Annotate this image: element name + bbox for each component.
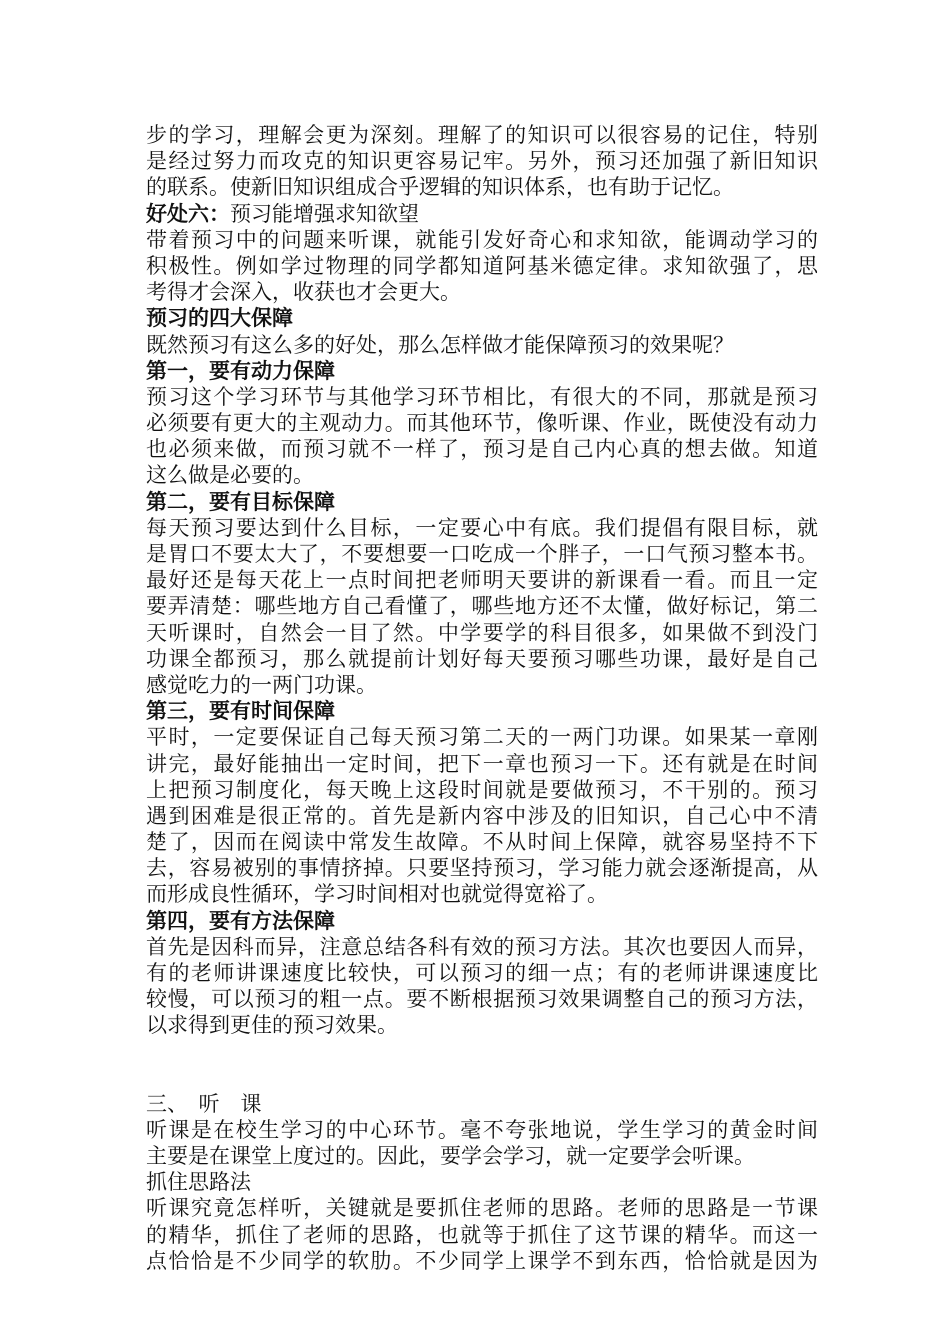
paragraph-third	[146, 724, 818, 907]
paragraph-thinking-method	[146, 1195, 818, 1274]
section-heading-guarantees: 预习的四大保障	[146, 305, 293, 331]
spacer	[146, 1039, 818, 1091]
benefit6-title: 预习能增强求知欲望	[230, 201, 419, 226]
text-line: 积极性。例如学过物理的同学都知道阿基米德定律。求知欲强了，思	[146, 253, 818, 278]
text-line: 这么做是必要的。	[146, 463, 314, 488]
paragraph-benefit6	[146, 227, 818, 306]
text-line: 感觉吃力的一两门功课。	[146, 672, 377, 697]
benefit6-label: 好处六：	[146, 200, 230, 226]
text-line: 必须要有更大的主观动力。而其他环节，像听课、作业，既使没有动力	[146, 411, 818, 436]
text-line: 而形成良性循环，学习时间相对也就觉得宽裕了。	[146, 882, 608, 907]
paragraph-first	[146, 384, 818, 489]
text-line: 主要是在课堂上度过的。因此，要学会学习，就一定要学会听课。	[146, 1143, 755, 1168]
heading-second: 第二，要有目标保障	[146, 488, 335, 514]
paragraph-memory	[146, 122, 818, 201]
text-line: 的联系。使新旧知识组成合乎逻辑的知识体系，也有助于记忆。	[146, 175, 734, 200]
text-line: 有的老师讲课速度比较快，可以预习的细一点；有的老师讲课速度比	[146, 961, 818, 985]
section-heading-listening: 三、 听 课	[146, 1091, 262, 1116]
text-line: 要弄清楚：哪些地方自己看懂了，哪些地方还不太懂，做好标记，第二	[146, 594, 818, 619]
text-line: 的精华，抓住了老师的思路，也就等于抓住了这节课的精华。而这一	[146, 1222, 818, 1247]
text-line: 是经过努力而攻克的知识更容易记牢。另外，预习还加强了新旧知识	[146, 149, 818, 174]
text-line: 遇到困难是很正常的。首先是新内容中涉及的旧知识，自己心中不清	[146, 803, 818, 828]
paragraph-second	[146, 515, 818, 698]
text-line: 听课究竟怎样听，关键就是要抓住老师的思路。老师的思路是一节课	[146, 1196, 818, 1221]
text-line: 讲完，最好能抽出一定时间，把下一章也预习一下。还有就是在时间	[146, 751, 818, 776]
text-line: 首先是因科而异，注意总结各科有效的预习方法。其次也要因人而异，	[146, 934, 818, 959]
text-line: 带着预习中的问题来听课，就能引发好奇心和求知欲，能调动学习的	[146, 227, 818, 252]
text-line: 去，容易被别的事情挤掉。只要坚持预习，学习能力就会逐渐提高，从	[146, 856, 818, 881]
text-line: 每天预习要达到什么目标，一定要心中有底。我们提倡有限目标，就	[146, 515, 818, 540]
text-line: 较慢，可以预习的粗一点。要不断根据预习效果调整自己的预习方法，	[146, 987, 818, 1012]
text-line: 步的学习，理解会更为深刻。理解了的知识可以很容易的记住，特别	[146, 123, 818, 147]
text-line: 平时，一定要保证自己每天预习第二天的一两门功课。如果某一章刚	[146, 725, 818, 750]
paragraph-fourth	[146, 934, 818, 1039]
heading-fourth: 第四，要有方法保障	[146, 907, 335, 933]
text-line: 功课全都预习，那么就提前计划好每天要预习哪些功课，最好是自己	[146, 646, 818, 671]
text-line: 预习这个学习环节与其他学习环节相比，有很大的不同，那就是预习	[146, 384, 818, 409]
heading-third: 第三，要有时间保障	[146, 698, 335, 724]
text-line: 天听课时，自然会一目了然。中学要学的科目很多，如果做不到没门	[146, 620, 818, 645]
text-line: 点恰恰是不少同学的软肋。不少同学上课学不到东西，恰恰就是因为	[146, 1248, 818, 1273]
heading-first: 第一，要有动力保障	[146, 357, 335, 383]
paragraph-listening	[146, 1117, 818, 1169]
document-page	[146, 122, 818, 1274]
text-line: 楚了，因而在阅读中常发生故障。不从时间上保障，就容易坚持不下	[146, 830, 818, 855]
text-line: 上把预习制度化，每天晚上这段时间就是要做预习，不干别的。预习	[146, 777, 818, 802]
text-line: 听课是在校生学习的中心环节。毫不夸张地说，学生学习的黄金时间	[146, 1117, 818, 1142]
text-line: 最好还是每天花上一点时间把老师明天要讲的新课看一看。而且一定	[146, 568, 818, 593]
guarantees-intro: 既然预习有这么多的好处，那么怎样做才能保障预习的效果呢？	[146, 332, 734, 357]
text-line: 考得才会深入，收获也才会更大。	[146, 280, 461, 305]
text-line: 是胃口不要太大了，不要想要一口吃成一个胖子，一口气预习整本书。	[146, 542, 818, 566]
text-line: 也必须来做，而预习就不一样了，预习是自己内心真的想去做。知道	[146, 437, 818, 462]
benefit6-heading	[146, 201, 818, 227]
sub-heading-thinking-method: 抓住思路法	[146, 1170, 251, 1195]
text-line: 以求得到更佳的预习效果。	[146, 1013, 398, 1038]
